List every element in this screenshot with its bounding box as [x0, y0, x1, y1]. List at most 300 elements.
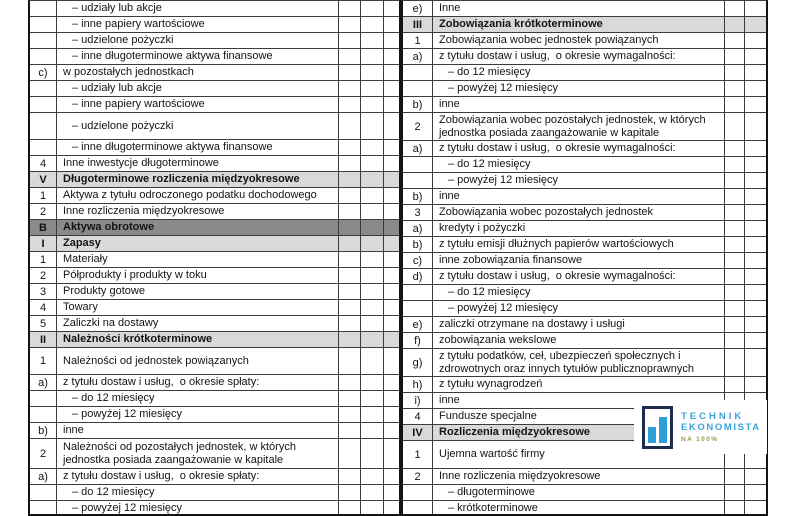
row-label-cell: Ujemna wartość firmy — [433, 441, 725, 468]
technik-ekonomista-logo — [634, 400, 767, 454]
row-number-cell: 1 — [30, 252, 57, 267]
row-label-cell: inne — [57, 423, 339, 438]
row-number-cell: 2 — [403, 469, 433, 484]
balance-sheet-row — [30, 65, 399, 81]
balance-sheet-row — [30, 407, 399, 423]
row-label-cell: Zobowiązania wobec pozostałych jednostek, w których jednostka posiada zaangażowanie w kapitale — [433, 113, 725, 140]
row-label-cell: z tytułu podatków, ceł, ubezpieczeń społecznych i zdrowotnych oraz innych tytułów publicznoprawnych — [433, 349, 725, 376]
row-label-cell: Inne rozliczenia międzyokresowe — [57, 204, 339, 219]
value-cell-2 — [745, 485, 766, 500]
row-number-cell: 1 — [403, 33, 433, 48]
value-cell-2 — [745, 189, 766, 204]
row-label-cell: inne — [433, 393, 725, 408]
value-cell-1 — [339, 316, 361, 331]
value-cell-2 — [361, 391, 384, 406]
row-number-cell: 5 — [30, 316, 57, 331]
balance-sheet-row — [403, 173, 766, 189]
value-cell-3 — [384, 204, 399, 219]
row-number-cell: d) — [403, 269, 433, 284]
balance-sheet-row — [30, 49, 399, 65]
value-cell-1 — [725, 17, 745, 32]
row-label-cell: – powyżej 12 miesięcy — [433, 301, 725, 316]
balance-sheet-row — [30, 252, 399, 268]
row-number-cell: 4 — [403, 409, 433, 424]
balance-sheet-row — [403, 81, 766, 97]
balance-sheet-row — [403, 113, 766, 141]
value-cell-1 — [725, 97, 745, 112]
value-cell-2 — [361, 172, 384, 187]
value-cell-1 — [339, 485, 361, 500]
value-cell-2 — [361, 252, 384, 267]
row-label-cell: – długoterminowe — [433, 485, 725, 500]
value-cell-3 — [384, 501, 399, 516]
row-label-cell: z tytułu emisji dłużnych papierów wartościowych — [433, 237, 725, 252]
balance-sheet-row — [30, 140, 399, 156]
value-cell-3 — [384, 97, 399, 112]
row-label-cell: z tytułu wynagrodzeń — [433, 377, 725, 392]
row-number-cell: B — [30, 220, 57, 235]
value-cell-3 — [384, 423, 399, 438]
row-label-cell: – inne papiery wartościowe — [57, 17, 339, 32]
balance-sheet-row — [403, 237, 766, 253]
value-cell-2 — [745, 81, 766, 96]
value-cell-2 — [745, 173, 766, 188]
row-label-cell: z tytułu dostaw i usług, o okresie wymagalności: — [433, 141, 725, 156]
balance-sheet-row — [30, 97, 399, 113]
row-label-cell: Długoterminowe rozliczenia międzyokresowe — [57, 172, 339, 187]
value-cell-2 — [361, 33, 384, 48]
balance-sheet-row — [403, 141, 766, 157]
value-cell-2 — [745, 49, 766, 64]
value-cell-2 — [745, 157, 766, 172]
value-cell-1 — [339, 156, 361, 171]
value-cell-2 — [745, 349, 766, 376]
bar-chart-icon — [642, 406, 673, 449]
row-number-cell: 3 — [403, 205, 433, 220]
balance-sheet-row — [30, 501, 399, 516]
row-label-cell: inne — [433, 97, 725, 112]
row-number-cell: f) — [403, 333, 433, 348]
value-cell-1 — [725, 81, 745, 96]
value-cell-1 — [339, 49, 361, 64]
balance-sheet-row — [30, 172, 399, 188]
row-label-cell: – do 12 miesięcy — [57, 391, 339, 406]
value-cell-2 — [361, 113, 384, 139]
value-cell-1 — [725, 141, 745, 156]
row-number-cell: IV — [403, 425, 433, 440]
value-cell-2 — [745, 377, 766, 392]
row-number-cell: 2 — [30, 268, 57, 283]
balance-sheet-row — [30, 300, 399, 316]
value-cell-2 — [745, 237, 766, 252]
value-cell-1 — [725, 33, 745, 48]
balance-sheet-row — [30, 284, 399, 300]
value-cell-2 — [745, 253, 766, 268]
row-label-cell: Produkty gotowe — [57, 284, 339, 299]
value-cell-2 — [361, 49, 384, 64]
value-cell-2 — [361, 65, 384, 80]
row-number-cell: 4 — [30, 300, 57, 315]
row-label-cell: Inne — [433, 1, 725, 16]
row-label-cell: – do 12 miesięcy — [433, 157, 725, 172]
row-label-cell: Aktywa obrotowe — [57, 220, 339, 235]
row-number-cell — [30, 140, 57, 155]
value-cell-3 — [384, 17, 399, 32]
row-label-cell: Fundusze specjalne — [433, 409, 725, 424]
value-cell-3 — [384, 268, 399, 283]
value-cell-1 — [725, 49, 745, 64]
value-cell-3 — [384, 316, 399, 331]
value-cell-1 — [725, 485, 745, 500]
row-label-cell: – powyżej 12 miesięcy — [433, 81, 725, 96]
value-cell-1 — [725, 253, 745, 268]
balance-sheet-row — [30, 156, 399, 172]
row-number-cell: a) — [30, 375, 57, 390]
row-number-cell — [30, 113, 57, 139]
row-label-cell: Zobowiązania wobec jednostek powiązanych — [433, 33, 725, 48]
value-cell-1 — [339, 284, 361, 299]
row-number-cell — [30, 485, 57, 500]
value-cell-1 — [725, 301, 745, 316]
value-cell-2 — [361, 501, 384, 516]
value-cell-1 — [725, 173, 745, 188]
balance-sheet-row — [403, 485, 766, 501]
balance-sheet-row — [30, 332, 399, 348]
row-label-cell: – do 12 miesięcy — [57, 485, 339, 500]
value-cell-2 — [361, 268, 384, 283]
balance-sheet-row — [403, 221, 766, 237]
row-label-cell: – powyżej 12 miesięcy — [57, 407, 339, 422]
value-cell-3 — [384, 140, 399, 155]
balance-sheet-row — [30, 1, 399, 17]
value-cell-1 — [339, 332, 361, 347]
value-cell-3 — [384, 407, 399, 422]
value-cell-2 — [361, 300, 384, 315]
value-cell-1 — [725, 237, 745, 252]
row-label-cell: zobowiązania wekslowe — [433, 333, 725, 348]
row-number-cell — [30, 1, 57, 16]
value-cell-1 — [339, 439, 361, 468]
value-cell-1 — [339, 172, 361, 187]
logo-line-technik: TECHNIK — [681, 410, 745, 422]
row-label-cell: z tytułu dostaw i usług, o okresie spłaty: — [57, 469, 339, 484]
row-label-cell: Zobowiązania krótkoterminowe — [433, 17, 725, 32]
value-cell-3 — [384, 220, 399, 235]
row-number-cell: 1 — [30, 348, 57, 374]
row-number-cell: c) — [30, 65, 57, 80]
value-cell-2 — [361, 220, 384, 235]
value-cell-1 — [725, 1, 745, 16]
value-cell-3 — [384, 156, 399, 171]
row-number-cell — [403, 485, 433, 500]
value-cell-2 — [361, 1, 384, 16]
row-label-cell: Inne rozliczenia międzyokresowe — [433, 469, 725, 484]
value-cell-2 — [745, 221, 766, 236]
balance-sheet-row — [403, 285, 766, 301]
row-label-cell: – udzielone pożyczki — [57, 113, 339, 139]
value-cell-1 — [725, 333, 745, 348]
row-label-cell: Inne inwestycje długoterminowe — [57, 156, 339, 171]
value-cell-3 — [384, 33, 399, 48]
row-number-cell: h) — [403, 377, 433, 392]
value-cell-1 — [725, 501, 745, 516]
balance-sheet-row — [403, 269, 766, 285]
row-number-cell: a) — [403, 49, 433, 64]
balance-sheet-row — [403, 17, 766, 33]
value-cell-1 — [339, 391, 361, 406]
row-label-cell: – inne papiery wartościowe — [57, 97, 339, 112]
value-cell-2 — [361, 316, 384, 331]
value-cell-1 — [725, 317, 745, 332]
balance-sheet-row — [403, 1, 766, 17]
value-cell-2 — [745, 113, 766, 140]
balance-sheet-row — [30, 439, 399, 469]
row-number-cell — [30, 17, 57, 32]
value-cell-2 — [745, 333, 766, 348]
row-number-cell — [403, 501, 433, 516]
value-cell-1 — [339, 188, 361, 203]
row-label-cell: Zapasy — [57, 236, 339, 251]
balance-sheet-row — [30, 113, 399, 140]
balance-sheet-row — [30, 391, 399, 407]
balance-sheet-row — [30, 423, 399, 439]
balance-sheet-row — [403, 333, 766, 349]
value-cell-1 — [725, 269, 745, 284]
value-cell-3 — [384, 332, 399, 347]
value-cell-2 — [361, 375, 384, 390]
row-label-cell: Należności krótkoterminowe — [57, 332, 339, 347]
balance-sheet-row — [403, 97, 766, 113]
balance-sheet-row — [30, 485, 399, 501]
row-label-cell: – udzielone pożyczki — [57, 33, 339, 48]
row-number-cell: 3 — [30, 284, 57, 299]
row-label-cell: – inne długoterminowe aktywa finansowe — [57, 140, 339, 155]
row-label-cell: Rozliczenia międzyokresowe — [433, 425, 725, 440]
balance-sheet-row — [403, 501, 766, 516]
value-cell-1 — [339, 140, 361, 155]
balance-sheet-row — [403, 65, 766, 81]
balance-sheet-row — [403, 301, 766, 317]
value-cell-1 — [339, 469, 361, 484]
row-number-cell: e) — [403, 317, 433, 332]
balance-sheet-row — [403, 33, 766, 49]
value-cell-2 — [361, 439, 384, 468]
balance-sheet-row — [30, 316, 399, 332]
row-number-cell: a) — [30, 469, 57, 484]
value-cell-2 — [361, 284, 384, 299]
value-cell-2 — [745, 301, 766, 316]
value-cell-2 — [361, 469, 384, 484]
value-cell-1 — [725, 65, 745, 80]
row-number-cell: b) — [403, 97, 433, 112]
logo-line-na100: NA 100% — [681, 435, 719, 443]
value-cell-3 — [384, 284, 399, 299]
value-cell-3 — [384, 348, 399, 374]
value-cell-1 — [725, 285, 745, 300]
balance-sheet-row — [30, 348, 399, 375]
row-label-cell: kredyty i pożyczki — [433, 221, 725, 236]
balance-sheet-row — [403, 189, 766, 205]
balance-sheet-row — [403, 469, 766, 485]
value-cell-3 — [384, 236, 399, 251]
row-label-cell: Materiały — [57, 252, 339, 267]
value-cell-3 — [384, 375, 399, 390]
value-cell-2 — [361, 485, 384, 500]
row-label-cell: inne — [433, 189, 725, 204]
row-number-cell: 2 — [30, 439, 57, 468]
value-cell-2 — [361, 407, 384, 422]
balance-sheet-row — [30, 268, 399, 284]
row-label-cell: – udziały lub akcje — [57, 1, 339, 16]
value-cell-2 — [745, 501, 766, 516]
row-number-cell — [30, 49, 57, 64]
value-cell-1 — [339, 348, 361, 374]
value-cell-2 — [745, 141, 766, 156]
value-cell-1 — [339, 268, 361, 283]
row-label-cell: Półprodukty i produkty w toku — [57, 268, 339, 283]
balance-sheet-row — [30, 220, 399, 236]
row-number-cell: 1 — [30, 188, 57, 203]
value-cell-2 — [745, 205, 766, 220]
value-cell-1 — [339, 33, 361, 48]
row-number-cell — [403, 65, 433, 80]
balance-sheet-row — [403, 317, 766, 333]
row-number-cell — [403, 173, 433, 188]
value-cell-1 — [339, 252, 361, 267]
row-number-cell: i) — [403, 393, 433, 408]
balance-sheet-row — [403, 377, 766, 393]
value-cell-3 — [384, 81, 399, 96]
value-cell-1 — [339, 81, 361, 96]
value-cell-2 — [745, 285, 766, 300]
row-label-cell: inne zobowiązania finansowe — [433, 253, 725, 268]
balance-sheet-row — [403, 205, 766, 221]
row-label-cell: Należności od jednostek powiązanych — [57, 348, 339, 374]
value-cell-1 — [339, 1, 361, 16]
value-cell-2 — [361, 81, 384, 96]
row-number-cell — [403, 301, 433, 316]
balance-sheet-row — [30, 375, 399, 391]
value-cell-1 — [725, 221, 745, 236]
row-number-cell — [30, 81, 57, 96]
value-cell-2 — [361, 97, 384, 112]
value-cell-2 — [361, 423, 384, 438]
value-cell-3 — [384, 188, 399, 203]
value-cell-2 — [745, 65, 766, 80]
value-cell-3 — [384, 49, 399, 64]
value-cell-2 — [361, 17, 384, 32]
balance-sheet-row — [403, 157, 766, 173]
balance-sheet-row — [403, 253, 766, 269]
value-cell-3 — [384, 1, 399, 16]
row-number-cell: I — [30, 236, 57, 251]
value-cell-1 — [725, 469, 745, 484]
value-cell-3 — [384, 172, 399, 187]
value-cell-1 — [339, 220, 361, 235]
balance-sheet-left-table — [28, 0, 401, 516]
value-cell-1 — [725, 157, 745, 172]
value-cell-3 — [384, 300, 399, 315]
row-label-cell: – udziały lub akcje — [57, 81, 339, 96]
row-number-cell — [30, 33, 57, 48]
value-cell-2 — [745, 269, 766, 284]
value-cell-1 — [339, 375, 361, 390]
value-cell-2 — [745, 317, 766, 332]
value-cell-3 — [384, 485, 399, 500]
row-number-cell — [403, 285, 433, 300]
row-label-cell: w pozostałych jednostkach — [57, 65, 339, 80]
row-number-cell: c) — [403, 253, 433, 268]
value-cell-1 — [725, 189, 745, 204]
value-cell-1 — [339, 407, 361, 422]
value-cell-1 — [339, 236, 361, 251]
logo-line-ekonomista: EKONOMISTA — [681, 421, 761, 433]
bar-chart-short-bar — [648, 427, 656, 443]
value-cell-1 — [339, 113, 361, 139]
row-label-cell: Aktywa z tytułu odroczonego podatku dochodowego — [57, 188, 339, 203]
row-label-cell: – powyżej 12 miesięcy — [57, 501, 339, 516]
balance-sheet-row — [30, 17, 399, 33]
balance-sheet-row — [30, 204, 399, 220]
row-number-cell: a) — [403, 221, 433, 236]
value-cell-1 — [339, 300, 361, 315]
value-cell-2 — [361, 188, 384, 203]
row-label-cell: Zobowiązania wobec pozostałych jednostek — [433, 205, 725, 220]
row-label-cell: zaliczki otrzymane na dostawy i usługi — [433, 317, 725, 332]
value-cell-2 — [361, 204, 384, 219]
row-label-cell: – inne długoterminowe aktywa finansowe — [57, 49, 339, 64]
value-cell-2 — [361, 156, 384, 171]
value-cell-3 — [384, 252, 399, 267]
row-number-cell: e) — [403, 1, 433, 16]
logo-text — [681, 411, 761, 444]
row-number-cell: b) — [30, 423, 57, 438]
value-cell-2 — [361, 140, 384, 155]
value-cell-2 — [361, 332, 384, 347]
value-cell-1 — [725, 113, 745, 140]
balance-sheet-row — [403, 349, 766, 377]
value-cell-2 — [361, 236, 384, 251]
row-label-cell: z tytułu dostaw i usług, o okresie spłaty: — [57, 375, 339, 390]
value-cell-2 — [745, 33, 766, 48]
value-cell-1 — [339, 423, 361, 438]
row-number-cell: III — [403, 17, 433, 32]
row-number-cell: b) — [403, 189, 433, 204]
row-label-cell: z tytułu dostaw i usług, o okresie wymagalności: — [433, 269, 725, 284]
value-cell-2 — [745, 17, 766, 32]
value-cell-1 — [725, 377, 745, 392]
row-number-cell: a) — [403, 141, 433, 156]
value-cell-1 — [339, 97, 361, 112]
row-number-cell — [403, 81, 433, 96]
row-label-cell: Towary — [57, 300, 339, 315]
row-number-cell: II — [30, 332, 57, 347]
value-cell-3 — [384, 65, 399, 80]
row-number-cell: b) — [403, 237, 433, 252]
row-number-cell — [403, 157, 433, 172]
value-cell-2 — [361, 348, 384, 374]
row-label-cell: – krótkoterminowe — [433, 501, 725, 516]
value-cell-1 — [339, 501, 361, 516]
value-cell-3 — [384, 113, 399, 139]
value-cell-1 — [725, 349, 745, 376]
row-label-cell: – do 12 miesięcy — [433, 65, 725, 80]
value-cell-1 — [725, 205, 745, 220]
row-number-cell — [30, 407, 57, 422]
balance-sheet-row — [30, 236, 399, 252]
balance-sheet-row — [30, 469, 399, 485]
row-number-cell: V — [30, 172, 57, 187]
